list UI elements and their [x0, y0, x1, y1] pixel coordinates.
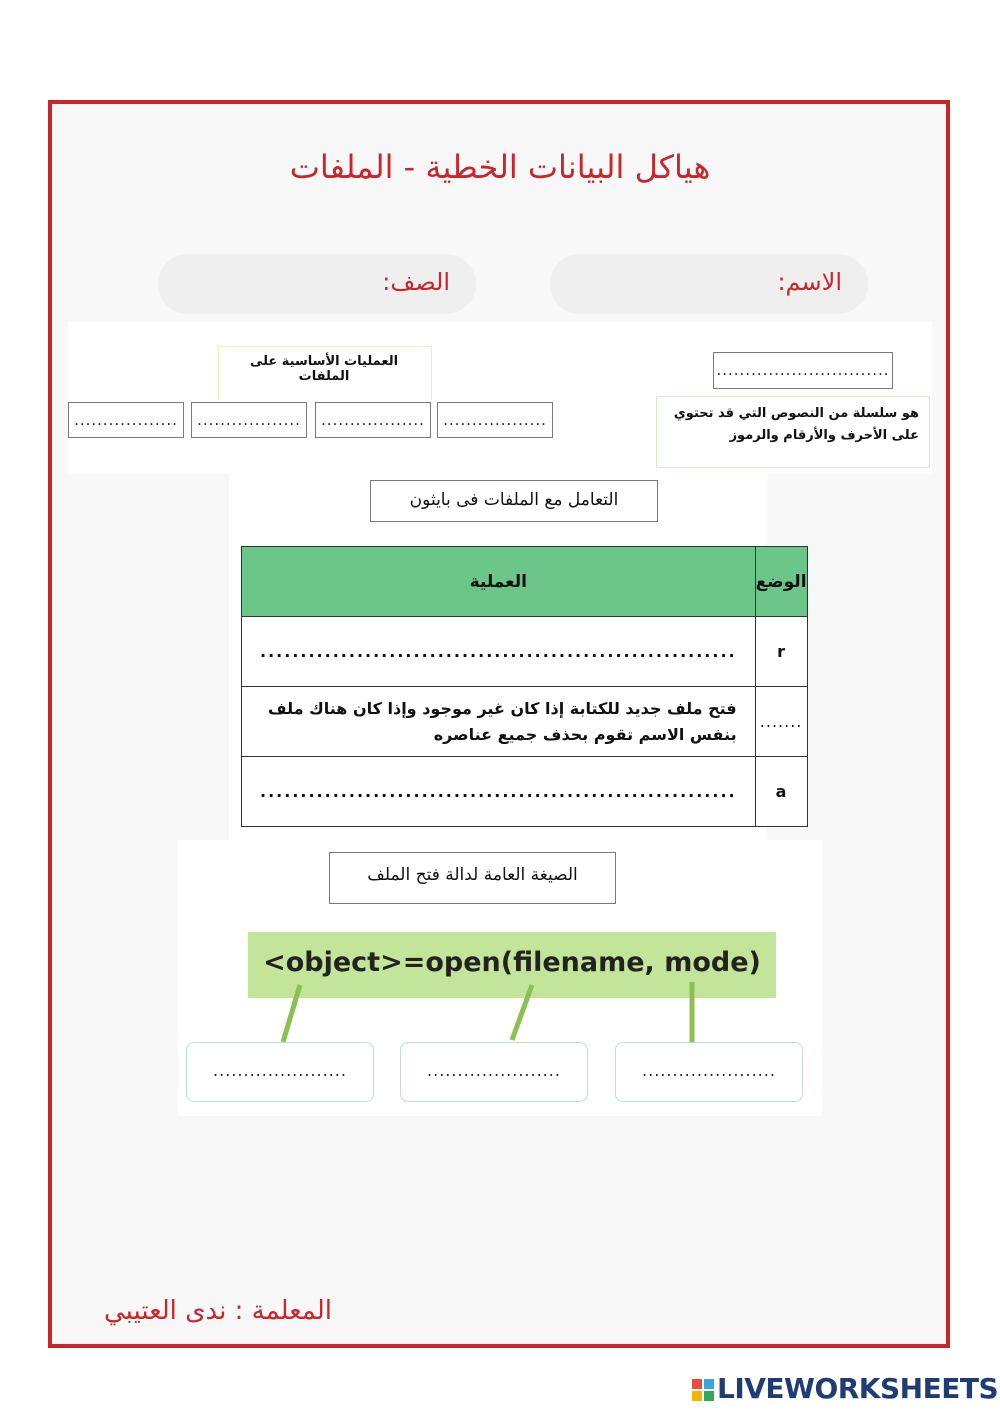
op-answer-3[interactable]: ..................	[191, 402, 307, 438]
mode-cell: r	[755, 617, 807, 687]
operation-answer[interactable]: ...........................................................	[242, 757, 756, 827]
name-label: الاسم:	[777, 268, 842, 296]
syntax-answer-filename[interactable]: ......................	[400, 1042, 588, 1102]
op-answer-1[interactable]: ..................	[437, 402, 553, 438]
python-heading: التعامل مع الملفات فى بايثون	[370, 480, 658, 522]
file-definition: هو سلسلة من النصوص التي قد تحتوي على الأحرف والأرقام والرموز	[656, 396, 930, 468]
header-mode: الوضع	[755, 547, 807, 617]
operation-cell: فتح ملف جديد للكتابة إذا كان غير موجود وإذا كان هناك ملف بنفس الاسم تقوم بحذف جميع عناصره	[242, 687, 756, 757]
header-operation: العملية	[242, 547, 756, 617]
class-label: الصف:	[382, 268, 450, 296]
op-answer-4[interactable]: ..................	[68, 402, 184, 438]
brand-text: LIVEWORKSHEETS	[717, 1372, 999, 1405]
mode-answer[interactable]: .......	[755, 687, 807, 757]
op-answer-2[interactable]: ..................	[315, 402, 431, 438]
connector-object	[283, 985, 300, 1042]
connector-filename	[512, 985, 532, 1040]
syntax-heading: الصيغة العامة لدالة فتح الملف	[329, 852, 616, 904]
file-term-answer[interactable]: ..............................	[713, 352, 893, 389]
liveworksheets-icon	[692, 1379, 714, 1401]
operation-answer[interactable]: ...........................................................	[242, 617, 756, 687]
syntax-answer-mode[interactable]: ......................	[615, 1042, 803, 1102]
basic-ops-title: العمليات الأساسية على الملفات	[249, 354, 399, 384]
syntax-answer-object[interactable]: ......................	[186, 1042, 374, 1102]
teacher-name: المعلمة : ندى العتيبي	[104, 1296, 332, 1326]
page-title: هياكل البيانات الخطية - الملفات	[289, 148, 711, 186]
liveworksheets-logo[interactable]	[692, 1372, 998, 1405]
mode-cell: a	[755, 757, 807, 827]
open-syntax-code: <object>=open(filename, mode)	[248, 932, 776, 998]
